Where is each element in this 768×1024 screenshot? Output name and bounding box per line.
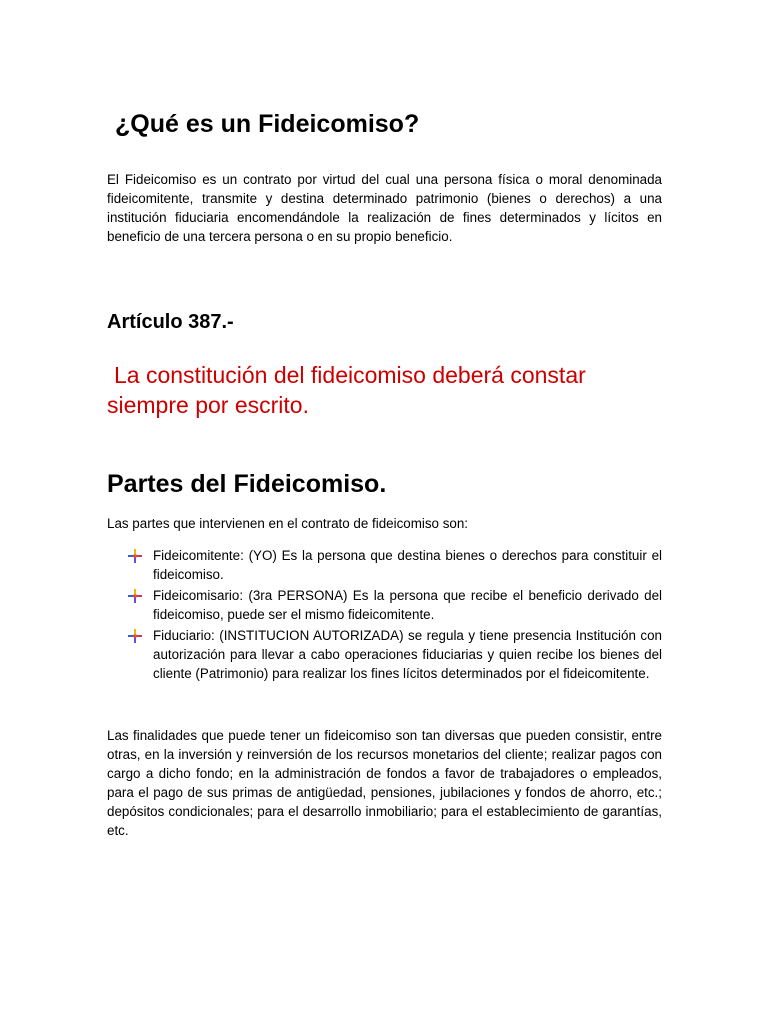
final-paragraph: Las finalidades que puede tener un fideicomiso son tan diversas que pueden consistir, entre otras, en la inversión y reinversión de los recursos monetarios del cliente; realizar pagos con cargo a dicho fondo; en la administración de fondos a favor de trabajadores o empleados, para el pago de sus primas de antigüedad, pensiones, jubilaciones y fondos de ahorro, etc.; depósitos condicionales; para el desarrollo inmobiliario; para el establecimiento de garantías, etc.: [107, 728, 662, 838]
intro-paragraph: El Fideicomiso es un contrato por virtud del cual una persona física o moral denominada fideicomitente, transmite y destina determinado patrimonio (bienes o derechos) a una institución fiduciaria encomendándole la realización de fines determinados y lícitos en beneficio de una tercera persona o en su propio beneficio.: [107, 172, 662, 244]
four-color-cross-bullet-icon: [128, 589, 142, 603]
four-color-cross-bullet-icon: [128, 549, 142, 563]
parts-list: [128, 546, 662, 685]
parts-heading: Partes del Fideicomiso.: [107, 470, 387, 498]
list-item-text: Fideicomisario: (3ra PERSONA) Es la persona que recibe el beneficio derivado del fideicomiso, puede ser el mismo fideicomitente.: [153, 588, 662, 622]
parts-intro: Las partes que intervienen en el contrato de fideicomiso son:: [107, 516, 469, 531]
list-item: [128, 626, 662, 683]
four-color-cross-bullet-icon: [128, 629, 142, 643]
article-statement-text: La constitución del fideicomiso deberá constar siempre por escrito.: [107, 362, 586, 418]
list-item: [128, 586, 662, 624]
article-heading: Artículo 387.-: [107, 311, 234, 333]
list-item-text: Fiduciario: (INSTITUCION AUTORIZADA) se regula y tiene presencia Institución con autorización para llevar a cabo operaciones fiduciarias y quien recibe los bienes del cliente (Patrimonio) para realizar los fines lícitos determinados por el fideicomitente.: [153, 628, 662, 681]
list-item-text: Fideicomitente: (YO) Es la persona que destina bienes o derechos para constituir el fideicomiso.: [153, 548, 662, 582]
page-title: ¿Qué es un Fideicomiso?: [115, 110, 420, 138]
list-item: [128, 546, 662, 584]
article-statement: [107, 360, 647, 420]
